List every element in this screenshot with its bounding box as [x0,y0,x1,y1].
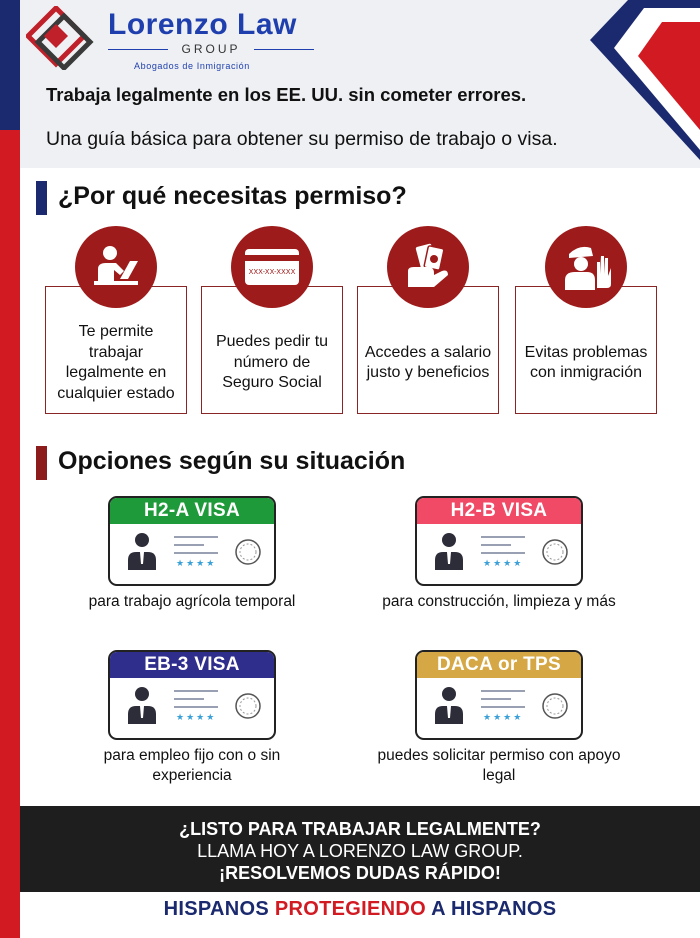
visa-label: EB-3 VISA [110,652,274,678]
id-card-graphic [417,524,581,586]
visa-stars: ★★★★ [176,558,217,568]
visa-card-body [110,524,274,586]
officer-stop-icon [545,226,627,308]
reason-text: Evitas problemas con inmigración [524,343,648,381]
reason-text: Accedes a salario justo y beneficios [364,343,492,381]
id-card-graphic [110,678,274,740]
call-to-action-banner [20,806,700,892]
visa-card [108,650,276,740]
ssn-placeholder: XXX-XX-XXXX [248,268,296,276]
visa-card [415,650,583,740]
reason-card-1 [45,226,187,416]
reasons-title-text: ¿Por qué necesitas permiso? [58,182,407,210]
social-security-card-icon [231,226,313,308]
hand-money-icon [387,226,469,308]
footer-slogan [20,898,700,921]
cta-call: LLAMA HOY A LORENZO LAW GROUP. [197,841,523,861]
visa-stars: ★★★★ [176,712,217,722]
options-title-text: Opciones según su situación [58,447,406,475]
id-card-graphic [417,678,581,740]
section-marker [36,446,47,480]
headline: Trabaja legalmente en los EE. UU. sin cometer errores. [46,84,527,105]
slogan-part-3: A HISPANOS [425,898,557,920]
brand-tagline: Abogados de Inmigración [134,61,250,71]
visa-description: para construcción, limpieza y más [382,593,616,610]
subline: Una guía básica para obtener su permiso de trabajo o visa. [46,128,558,150]
logo-mark-icon [26,6,96,70]
reason-text: Puedes pedir tu número de Seguro Social [215,333,329,392]
reason-card-4 [515,226,657,416]
brand-name: Lorenzo Law [108,8,297,41]
visa-label: H2-A VISA [110,498,274,524]
slogan-part-1: HISPANOS [163,898,275,920]
visa-stars: ★★★★ [483,558,524,568]
corner-decoration [590,0,700,160]
left-red-stripe [0,0,20,938]
brand-rule-right [254,49,314,50]
visa-card-body [417,678,581,740]
slogan-part-2: PROTEGIENDO [274,898,426,920]
brand-group-row [108,42,314,56]
cta-resolve: ¡RESOLVEMOS DUDAS RÁPIDO! [219,863,501,883]
reason-card-3 [357,226,499,416]
visa-card [108,496,276,586]
visa-description: para trabajo agrícola temporal [88,593,296,610]
person-laptop-icon [75,226,157,308]
brand-group: GROUP [181,42,241,56]
reason-text: Te permite trabajar legalmente en cualquier estado [57,323,175,402]
visa-stars: ★★★★ [483,712,524,722]
visa-description: puedes solicitar permiso con apoyo legal [377,747,621,784]
visa-card-body [110,678,274,740]
visa-card-body [417,524,581,586]
cta-question: ¿LISTO PARA TRABAJAR LEGALMENTE? [179,819,541,839]
id-card-graphic [110,524,274,586]
left-navy-stripe [0,0,20,130]
visa-card [415,496,583,586]
section-marker [36,181,47,215]
visa-label: H2-B VISA [417,498,581,524]
visa-label: DACA or TPS [417,652,581,678]
brand-logo [26,6,326,70]
reason-card-2 [201,226,343,416]
visa-description: para empleo fijo con o sin experiencia [103,747,281,784]
